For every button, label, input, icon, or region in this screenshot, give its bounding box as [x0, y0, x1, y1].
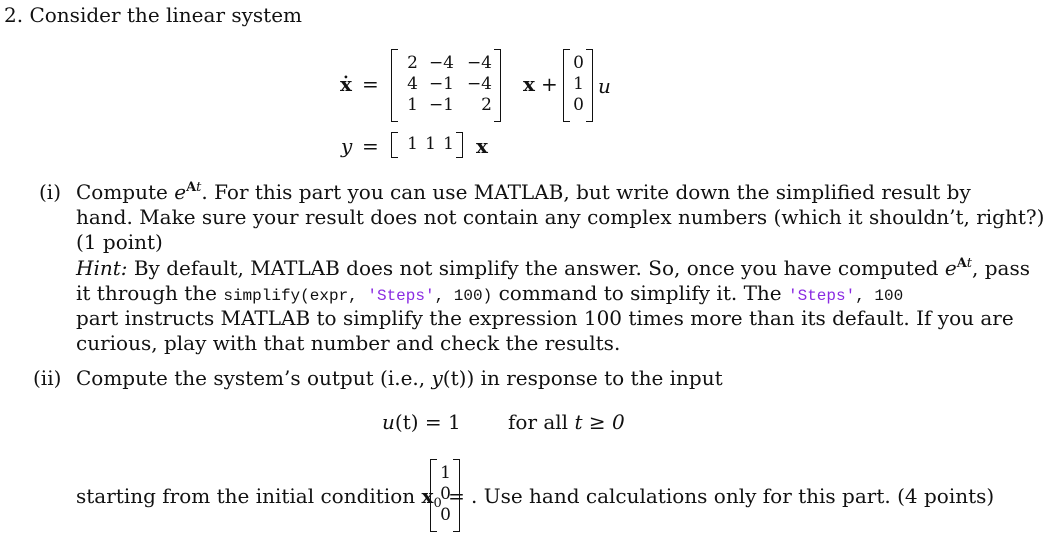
part-i-line2: hand. Make sure your result does not contain any complex numbers (which it shouldn’t, right?)	[76, 205, 1044, 229]
state-vector-x: x	[523, 72, 535, 96]
initial-condition-text: starting from the initial condition $x_0$ =	[76, 484, 465, 511]
matrix-C	[391, 132, 463, 158]
problem-number: 2.	[4, 3, 24, 27]
matrix-entry: 1	[407, 134, 418, 154]
matrix-entry: −1	[428, 74, 454, 94]
matrix-entry: −4	[466, 53, 492, 73]
part-ii-tail: . Use hand calculations only for this part. (4 points)	[471, 484, 995, 508]
part-i-line5: it through the simplify(expr, 'Steps', 100) command to simplify it. The 'Steps', 100	[76, 281, 904, 305]
hint-line: Hint: By default, MATLAB does not simplify the answer. So, once you have computed $e^{At}$, pass	[76, 256, 1030, 280]
hint-label: Hint:	[76, 256, 128, 280]
matrix-entry: 0	[440, 505, 451, 525]
part-ii-label: (ii)	[33, 366, 62, 390]
input-condition: for all t ≥ 0	[508, 410, 625, 434]
matrix-entry: 0	[440, 484, 451, 504]
input-definition: u(t) = 1	[382, 410, 461, 434]
problem-header	[4, 3, 302, 28]
part-i-line7: curious, play with that number and check the results.	[76, 331, 621, 355]
matrix-entry: −1	[428, 95, 454, 115]
initial-condition-vector	[430, 459, 460, 532]
xdot-symbol: ẋ	[340, 72, 352, 96]
part-i-line1: Compute $e^{At}$. For this part you can use MATLAB, but write down the simplified result by	[76, 180, 971, 204]
matrix-entry: −4	[428, 53, 454, 73]
part-i-line6: part instructs MATLAB to simplify the expression 100 times more than its default. If you are	[76, 306, 1014, 330]
matrix-entry: 1	[407, 95, 418, 115]
matrix-entry: 0	[573, 53, 584, 73]
matrix-entry: 2	[407, 53, 418, 73]
plus-sign: +	[541, 72, 558, 96]
matrix-entry: 4	[407, 74, 418, 94]
part-ii-line1: Compute the system’s output (i.e., y(t)) in response to the input	[76, 366, 723, 390]
matrix-entry: 1	[573, 74, 584, 94]
matrix-entry: −4	[466, 74, 492, 94]
matrix-entry: 1	[443, 134, 454, 154]
problem-intro: Consider the linear system	[29, 3, 303, 27]
matrix-A	[391, 49, 501, 122]
code-simplify: simplify(expr,	[223, 287, 368, 305]
matrix-entry: 1	[440, 463, 451, 483]
input-u: u	[598, 74, 611, 98]
equals-sign: =	[362, 72, 379, 96]
matrix-entry: 2	[481, 95, 492, 115]
output-y: y	[341, 134, 353, 158]
output-equals: =	[362, 134, 379, 158]
output-state-x: x	[476, 134, 488, 158]
matrix-entry: 1	[425, 134, 436, 154]
matrix-B	[563, 49, 593, 122]
part-i-points: (1 point)	[76, 230, 163, 254]
matrix-entry: 0	[573, 95, 584, 115]
part-i-label: (i)	[39, 180, 62, 204]
